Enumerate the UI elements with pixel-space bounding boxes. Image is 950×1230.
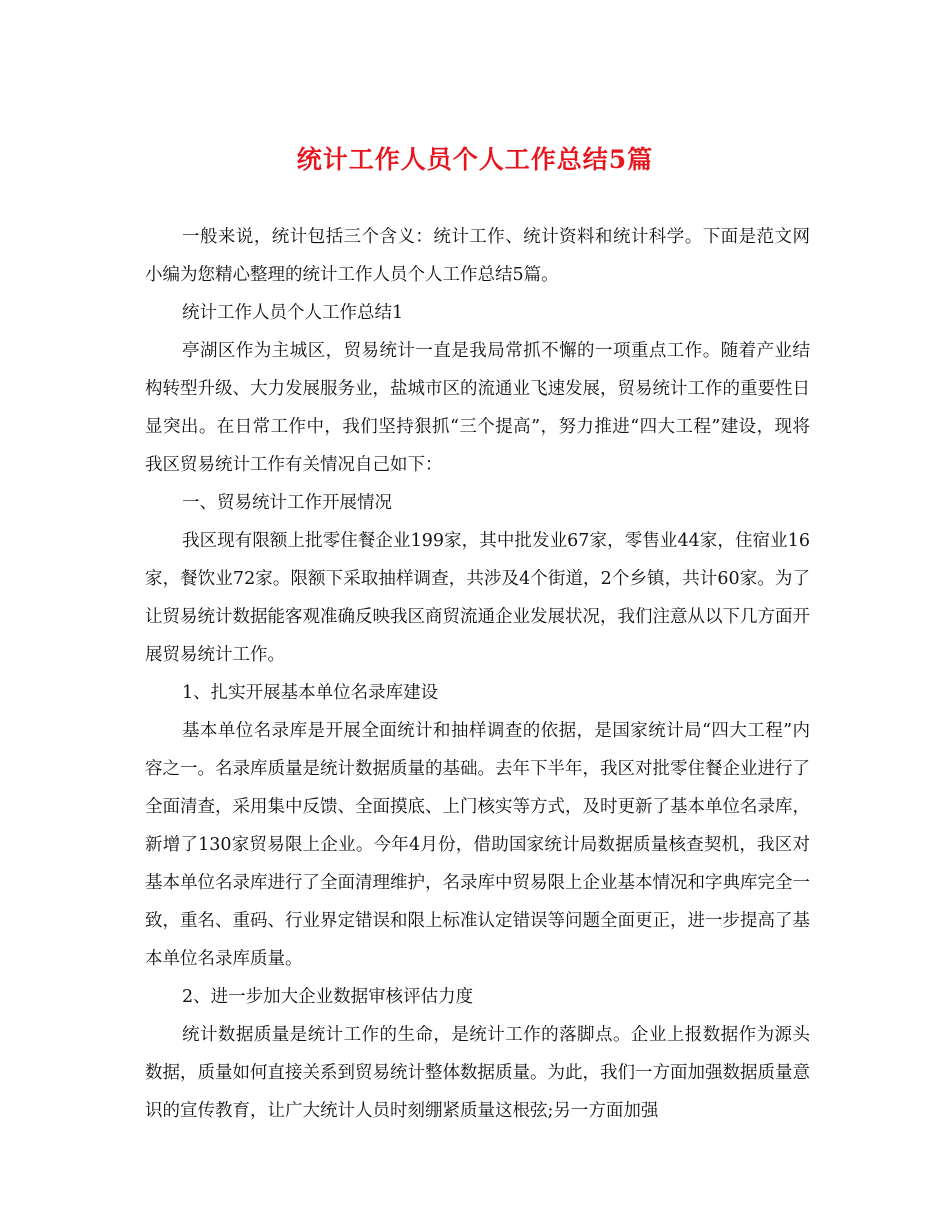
document-title: 统计工作人员个人工作总结5篇 <box>296 145 654 174</box>
subsection-heading-2: 2、进一步加大企业数据审核评估力度 <box>182 987 474 1007</box>
intro-paragraph: 一般来说，统计包括三个含义：统计工作、统计资料和统计科学。下面是范文网小编为您精心整理的统计工作人员个人工作总结5篇。 <box>145 227 810 285</box>
section-heading-trade-statistics: 一、贸易统计工作开展情况 <box>182 493 392 513</box>
body-paragraph: 统计数据质量是统计工作的生命，是统计工作的落脚点。企业上报数据作为源头数据，质量如何直接关系到贸易统计整体数据质量。为此，我们一方面加强数据质量意识的宣传教育，让广大统计人员时刻绷紧质量这根弦;另一方面加强 <box>145 1025 810 1121</box>
body-paragraph: 亭湖区作为主城区，贸易统计一直是我局常抓不懈的一项重点工作。随着产业结构转型升级、大力发展服务业，盐城市区的流通业飞速发展，贸易统计工作的重要性日显突出。在日常工作中，我们坚持狠抓“三个提高”，努力推进“四大工程”建设，现将我区贸易统计工作有关情况自己如下： <box>145 341 810 475</box>
body-paragraph: 我区现有限额上批零住餐企业199家，其中批发业67家，零售业44家，住宿业16家，餐饮业72家。限额下采取抽样调查，共涉及4个街道，2个乡镇，共计60家。为了让贸易统计数据能客观准确反映我区商贸流通企业发展状况，我们注意从以下几方面开展贸易统计工作。 <box>145 531 810 665</box>
subsection-heading-1: 1、扎实开展基本单位名录库建设 <box>182 683 439 703</box>
section-heading-summary-1: 统计工作人员个人工作总结1 <box>182 303 404 323</box>
document-body <box>145 218 810 1130</box>
body-paragraph: 基本单位名录库是开展全面统计和抽样调查的依据，是国家统计局“四大工程”内容之一。名录库质量是统计数据质量的基础。去年下半年，我区对批零住餐企业进行了全面清查，采用集中反馈、全面摸底、上门核实等方式，及时更新了基本单位名录库，新增了130家贸易限上企业。今年4月份，借助国家统计局数据质量核查契机，我区对基本单位名录库进行了全面清理维护，名录库中贸易限上企业基本情况和字典库完全一致，重名、重码、行业界定错误和限上标准认定错误等问题全面更正，进一步提高了基本单位名录库质量。 <box>145 721 810 969</box>
